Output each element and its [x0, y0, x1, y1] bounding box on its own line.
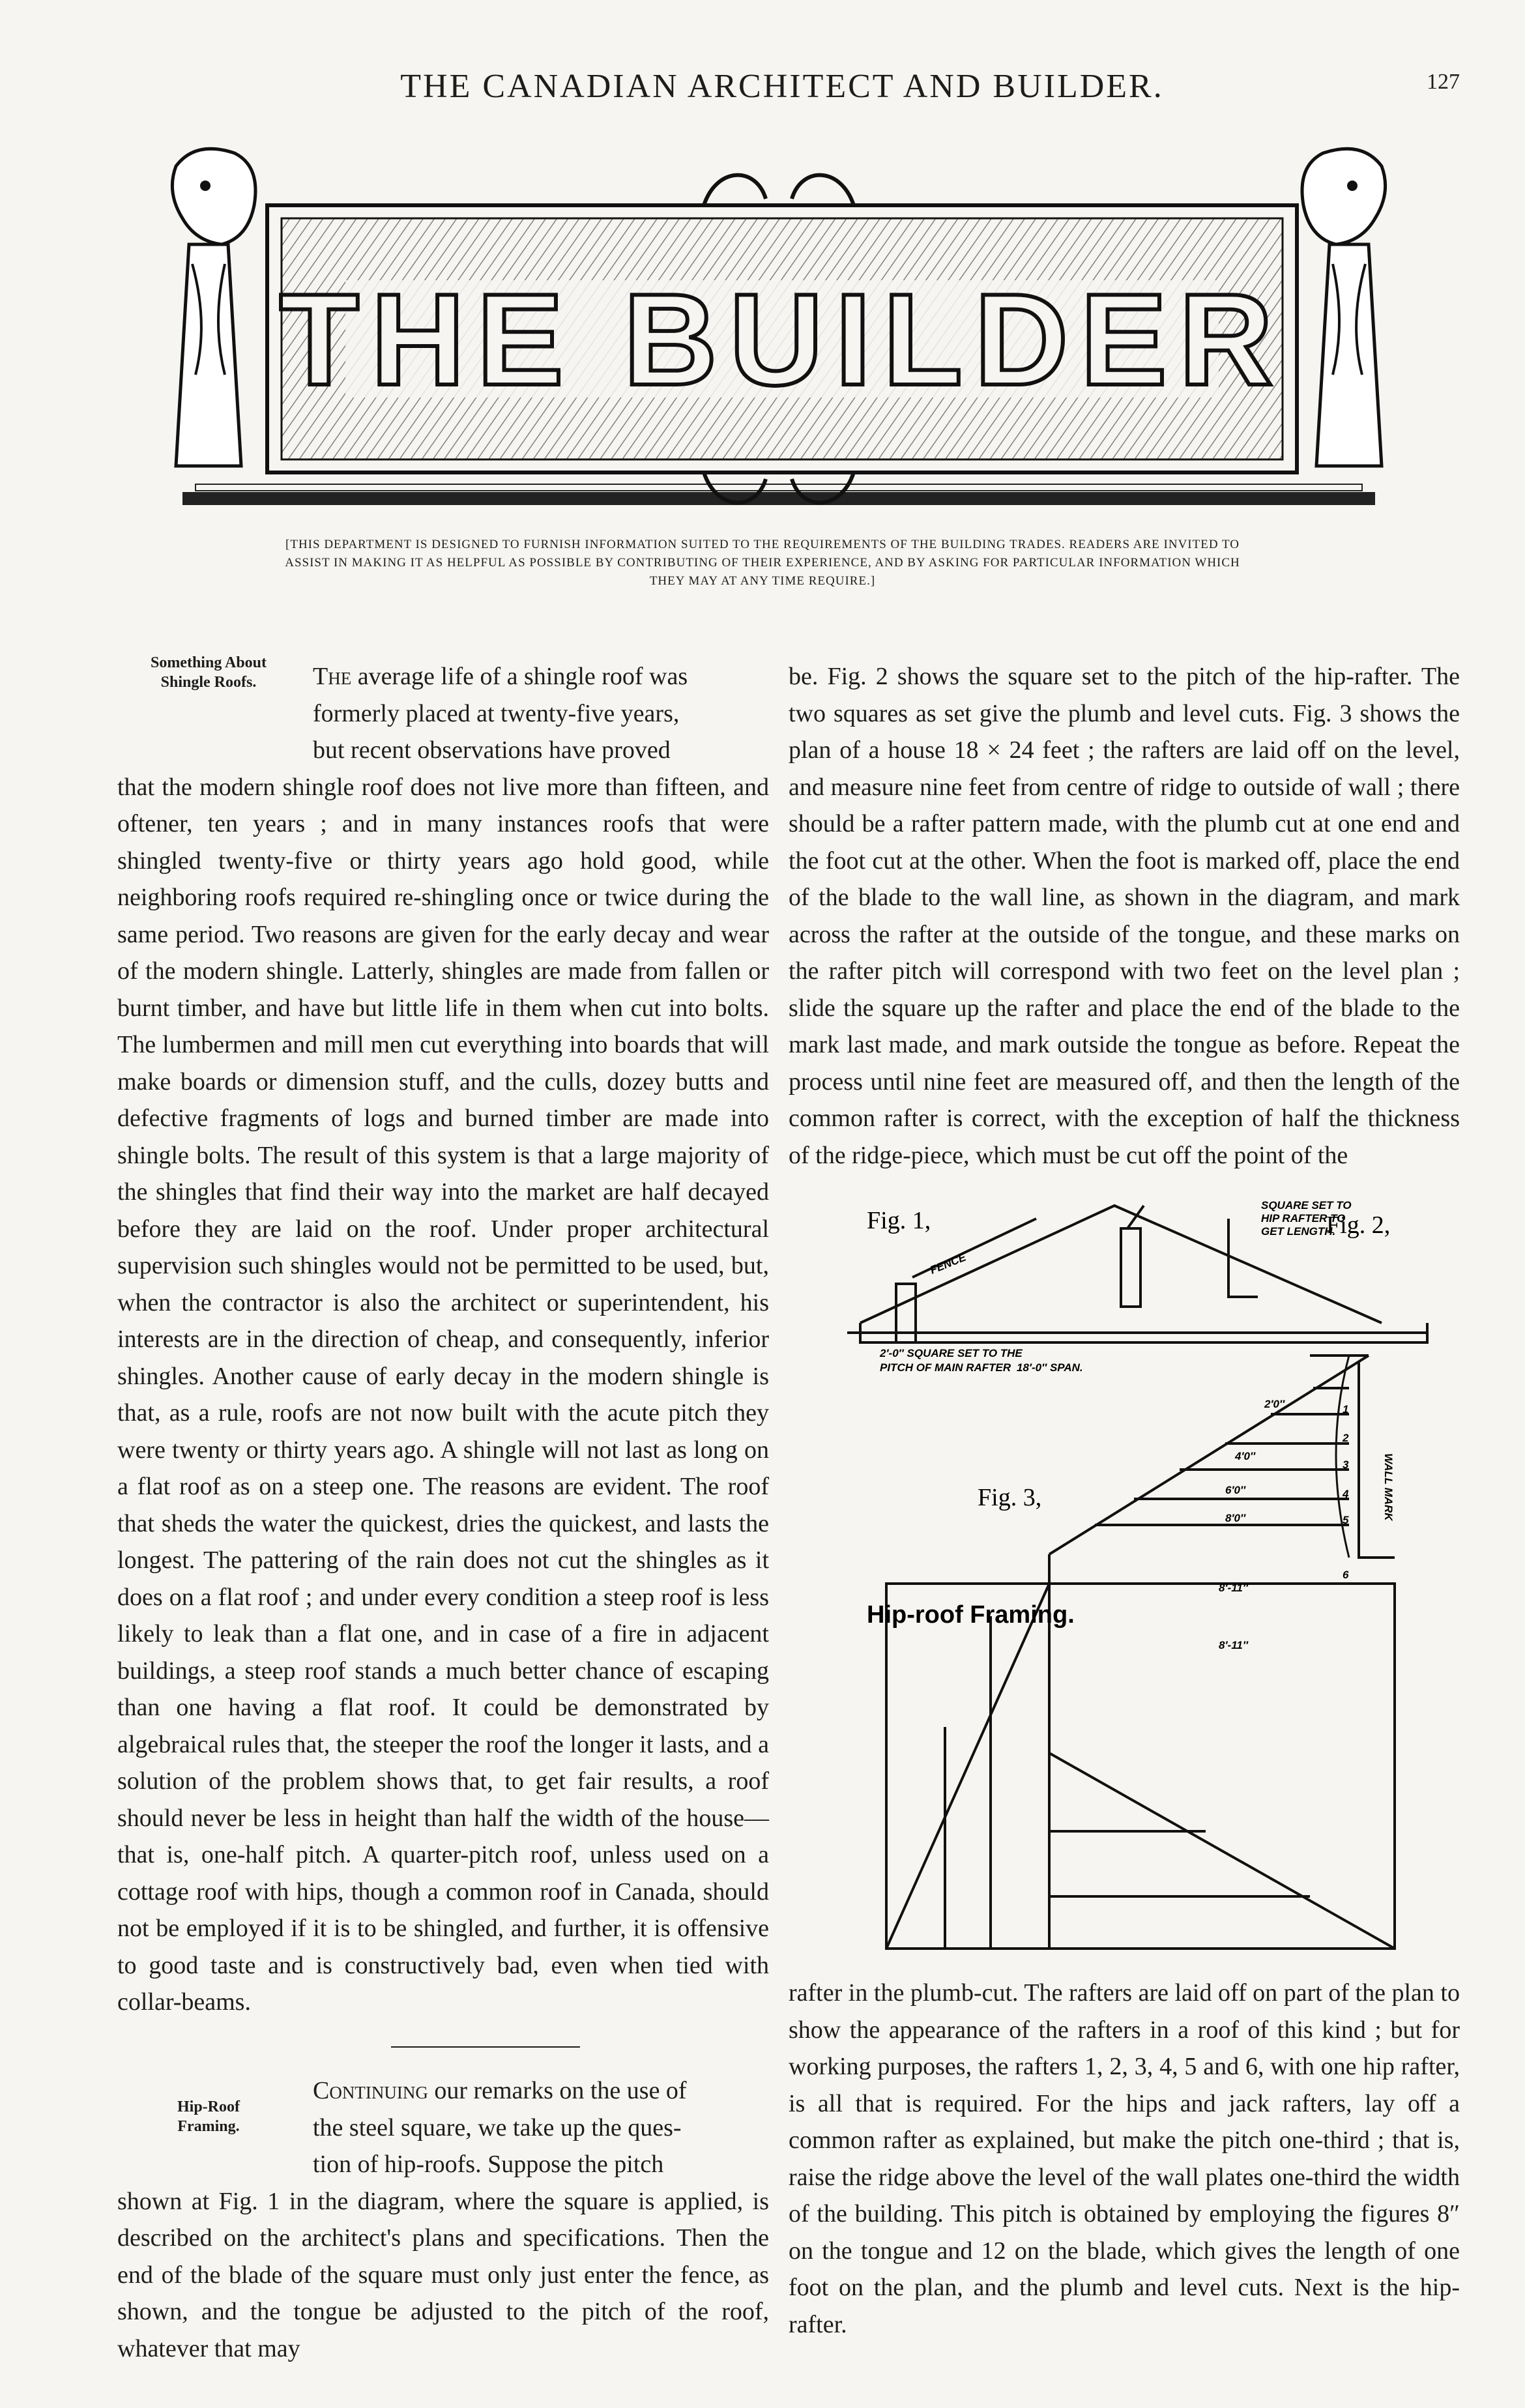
article1-body: that the modern shingle roof does not live more than fifteen, and oftener, ten years ; and in many instances roofs that were shingled twenty-five or thirty years ago hold good, while neighboring roofs required re-shingling once or twice during the same period. Two reasons are given for the early decay and wear of the modern shingle. Latterly, shingles are made from fallen or burnt timber, and have but little life in them when cut into bolts. The lumbermen and mill men cut everything into boards that will make boards or dimension stuff, and the culls, dozey butts and defective fragments of logs and burned timber are made into shingle bolts. The result of this system is that a large majority of the shingles that find their way into the market are half decayed before they are laid on the roof. Under proper architectural supervision such shingles would not be permitted to be used, but, when the contractor is also the architect or superintendent, his interests are in the direction of cheap, and consequently, inferior shingles. Another cause of early decay in the modern shingle is that, as a rule, roofs are not now built with the acute pitch they were twenty or thirty years ago. A shingle will not last as long on a flat roof as on a steep one. The reasons are evident. The roof that sheds the water the quickest, dries the quickest, and lasts the longest. The pattering of the rain does not cut the shingles as it does on a flat roof ; and under every condition a steep roof is less likely to leak than a flat one, and in case of a fire in adjacent buildings, a steep roof stands a much better chance of escaping than one having a flat roof. It could be demonstrated by algebraical rules that, the steeper the roof the longer it lasts, and a solution of the problem shows that, to get fair results, a roof should never be less in height than half the width of the house—that is, one-half pitch. A quarter-pitch roof, unless used on a cottage roof with hips, though a common roof in Canada, should not be employed if it is to be shingled, and further, it is offensive to good taste and is constructively bad, even when tied with collar-beams.: [117, 773, 769, 2016]
span-label: 18′-0″ SPAN.: [1017, 1361, 1083, 1374]
rafter-num-6: 6: [1343, 1569, 1349, 1581]
section-divider: [391, 2046, 580, 2048]
rafter-num-5: 5: [1343, 1514, 1349, 1526]
left-lion-ornament: [172, 149, 255, 466]
right-lion-ornament: [1302, 149, 1386, 466]
dim-2: 4′0″: [1235, 1450, 1256, 1462]
dim-6: 8′-11″: [1219, 1639, 1248, 1651]
journal-title: THE CANADIAN ARCHITECT AND BUILDER.: [400, 68, 1164, 105]
page-number: 127: [1427, 70, 1460, 94]
dim-3: 6′0″: [1225, 1484, 1246, 1496]
dim-4: 8′0″: [1225, 1512, 1246, 1524]
rafter-num-2: 2: [1343, 1432, 1349, 1444]
square-main-label-2: PITCH OF MAIN RAFTER: [880, 1361, 1011, 1374]
article2-body-left: shown at Fig. 1 in the diagram, where the square is applied, is described on the architect's plans and specifications. Then the end of the blade of the square must only just enter the fence, as shown, and the tongue be adjusted to the pitch of the roof, whatever that may: [117, 2187, 769, 2362]
side-heading-shingle-roofs: Something About Shingle Roofs.: [150, 654, 267, 691]
article2-body-right-bottom: rafter in the plumb-cut. The rafters are laid off on part of the plan to show the appearance of the rafters in a roof of this kind ; but for working purposes, the rafters 1, 2, 3, 4, 5 and 6, with one hip rafter, is all that is required. For the hips and jack rafters, lay off a common rafter as explained, but make the pitch one-third ; that is, raise the ridge above the level of the wall plates one-third the width of the building. This pitch is obtained by employing the figures 8″ on the tongue and 12 on the blade, which gives the length of one foot on the plan, and the plumb and level cuts. Next is the hip-rafter.: [789, 1979, 1460, 2338]
hip-roof-diagram: [841, 1193, 1447, 1958]
dim-1: 2′0″: [1264, 1398, 1285, 1410]
article2-left: Hip-Roof Framing. Continuing our remarks on the use of the steel square, we take up the ques- tion of hip-roofs. Suppose the pitch shown at Fig. 1 in the diagram, where the square is applied, is described on the architect's plans and specifications. Then the end of the blade of the square must only just enter the fence, as shown, and the tongue be adjusted to the pitch of the roof, whatever that may: [117, 2072, 769, 2367]
rafter-num-1: 1: [1343, 1403, 1349, 1415]
wall-mark-label: WALL MARK: [1382, 1453, 1395, 1521]
side-heading-hip-roof-framing: Hip-Roof Framing.: [177, 2098, 240, 2135]
fig1-label: Fig. 1,: [867, 1207, 931, 1234]
editorial-note: [THIS DEPARTMENT IS DESIGNED TO FURNISH INFORMATION SUITED TO THE REQUIREMENTS OF THE BUILDING TRADES. READERS ARE INVITED TO ASSIST IN MAKING IT AS HELPFUL AS POSSIBLE BY CONTRIBUTING OF THEIR EXPERIENCE, AND BY ASKING FOR PARTICULAR INFORMATION WHICH THEY MAY AT ANY TIME REQUIRE.]: [285, 538, 1240, 588]
article1-opening: The average life of a shingle roof was: [313, 663, 688, 690]
builder-banner: [130, 127, 1427, 518]
left-column: Something About Shingle Roofs. The average life of a shingle roof was formerly placed at twenty-five years, but recent observations have proved that the modern shingle roof does not live more than fifteen, and oftener, ten years ; and in many instances roofs that were shingled twenty-five or thirty years ago hold good, while neighboring roofs required re-shingling once or twice during the same period. Two reasons are given for the early decay and wear of the modern shingle. Latterly, shingles are made from fallen or burnt timber, and have but little life in them when cut into bolts. The lumbermen and mill men cut everything into boards that will make boards or dimension stuff, and the culls, dozey butts and defective fragments of logs and burned timber are made into shingle bolts. The result of this system is that a large majority of the shingles that find their way into the market are half decayed before they are laid on the roof. Under proper architectural supervision such shingles would not be permitted to be used, but, when the contractor is also the architect or superintendent, his interests are in the direction of cheap, and consequently, inferior shingles. Another cause of early decay in the modern shingle is that, as a rule, roofs are not now built with the acute pitch they were twenty or thirty years ago. A shingle will not last as long on a flat roof as on a steep one. The reasons are evident. The roof that sheds the water the quickest, dries the quickest, and lasts the longest. The pattering of the rain does not cut the shingles as it does on a flat roof ; and under every condition a steep roof is less likely to leak than a flat one, and in case of a fire in adjacent buildings, a steep roof stands a much better chance of escaping than one having a flat roof. It could be demonstrated by algebraical rules that, the steeper the roof the longer it lasts, and a solution of the problem shows that, to get fair results, a roof should never be less in height than half the width of the house—that is, one-half pitch. A quarter-pitch roof, unless used on a cottage roof with hips, though a common roof in Canada, should not be employed if it is to be shingled, and further, it is offensive to good taste and is constructively bad, even when tied with collar-beams.: [117, 658, 769, 2021]
banner-title: THE BUILDER: [279, 267, 1285, 413]
dim-5: 8′-11″: [1219, 1582, 1248, 1594]
square-hip-label-1: SQUARE SET TO: [1261, 1199, 1352, 1211]
running-head: [0, 62, 1525, 114]
fig3-label: Fig. 3,: [978, 1484, 1042, 1511]
rafter-num-4: 4: [1343, 1488, 1349, 1500]
fig2-label: Fig. 2,: [1326, 1211, 1391, 1239]
article2-body-right-top: be. Fig. 2 shows the square set to the pitch of the hip-rafter. The two squares as set give the plumb and level cuts. Fig. 3 shows the plan of a house 18 × 24 feet ; the rafters are laid off on the level, and measure nine feet from centre of ridge to outside of wall ; there should be a rafter pattern made, with the plumb cut at one end and the foot cut at the other. When the foot is marked off, place the end of the blade to the wall line, as shown in the diagram, and mark across the rafter at the outside of the tongue, and these marks on the rafter pitch will correspond with two feet on the level plan ; slide the square up the rafter and place the end of the blade to the mark last made, and mark outside the tongue as before. Repeat the process until nine feet are measured off, and then the length of the common rafter is correct, with the exception of half the thickness of the ridge-piece, which must be cut off the point of the: [789, 663, 1460, 1169]
rafter-num-3: 3: [1343, 1458, 1349, 1471]
square-hip-label-3: GET LENGTH.: [1261, 1225, 1336, 1238]
right-column-bottom: [789, 1975, 1460, 2343]
square-main-label-1: 2′-0″ SQUARE SET TO THE: [880, 1347, 1023, 1359]
square-hip-label-2: HIP RAFTER TO: [1261, 1212, 1346, 1225]
fence-label: FENCE: [928, 1251, 968, 1277]
figure-caption: Hip-roof Framing.: [867, 1601, 1075, 1629]
right-column-top: [789, 658, 1460, 1174]
